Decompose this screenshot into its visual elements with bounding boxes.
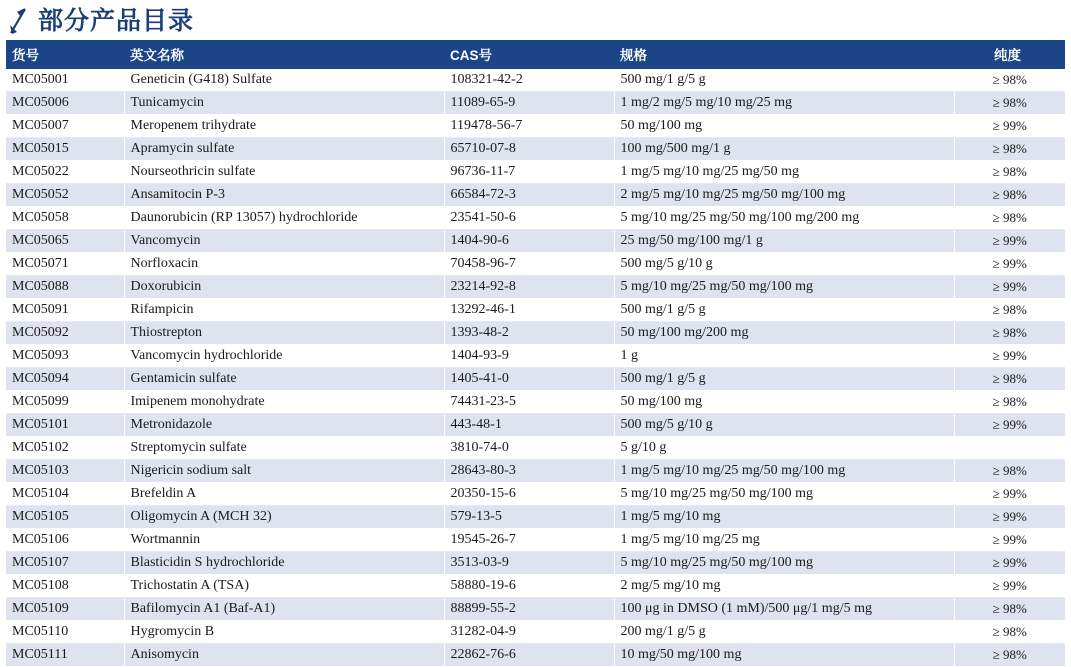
cell-purity: ≥ 98% (954, 299, 1065, 322)
cell-purity: ≥ 99% (954, 276, 1065, 299)
cell-purity: ≥ 98% (954, 598, 1065, 621)
cell-english-name: Oligomycin A (MCH 32) (124, 506, 444, 529)
cell-cas: 443-48-1 (444, 414, 614, 437)
table-header-row (6, 40, 1065, 69)
cell-spec: 100 μg in DMSO (1 mM)/500 μg/1 mg/5 mg (614, 598, 954, 621)
cell-english-name: Blasticidin S hydrochloride (124, 552, 444, 575)
cell-cas: 3810-74-0 (444, 437, 614, 460)
product-catalog-table (6, 40, 1065, 667)
column-header-purity: 纯度 (954, 40, 1065, 69)
cell-code: MC05105 (6, 506, 124, 529)
cell-purity: ≥ 99% (954, 529, 1065, 552)
cell-purity: ≥ 99% (954, 414, 1065, 437)
cell-cas: 74431-23-5 (444, 391, 614, 414)
cell-code: MC05110 (6, 621, 124, 644)
cell-spec: 1 mg/5 mg/10 mg/25 mg/50 mg (614, 161, 954, 184)
cell-purity: ≥ 98% (954, 391, 1065, 414)
page-header (0, 0, 1071, 40)
table-row (6, 253, 1065, 276)
cell-purity: ≥ 98% (954, 92, 1065, 115)
cell-purity: ≥ 98% (954, 368, 1065, 391)
cell-cas: 28643-80-3 (444, 460, 614, 483)
cell-spec: 2 mg/5 mg/10 mg (614, 575, 954, 598)
cell-english-name: Nourseothricin sulfate (124, 161, 444, 184)
cell-code: MC05088 (6, 276, 124, 299)
cell-english-name: Hygromycin B (124, 621, 444, 644)
table-row (6, 138, 1065, 161)
cell-cas: 11089-65-9 (444, 92, 614, 115)
cell-code: MC05106 (6, 529, 124, 552)
cell-spec: 500 mg/5 g/10 g (614, 414, 954, 437)
cell-purity: ≥ 98% (954, 69, 1065, 92)
cell-cas: 1404-93-9 (444, 345, 614, 368)
cell-cas: 3513-03-9 (444, 552, 614, 575)
cell-cas: 19545-26-7 (444, 529, 614, 552)
cell-cas: 22862-76-6 (444, 644, 614, 667)
cell-cas: 23214-92-8 (444, 276, 614, 299)
cell-spec: 500 mg/1 g/5 g (614, 69, 954, 92)
table-row (6, 552, 1065, 575)
cell-english-name: Thiostrepton (124, 322, 444, 345)
cell-cas: 119478-56-7 (444, 115, 614, 138)
table-row (6, 207, 1065, 230)
cell-english-name: Metronidazole (124, 414, 444, 437)
cell-code: MC05094 (6, 368, 124, 391)
cell-cas: 58880-19-6 (444, 575, 614, 598)
cell-code: MC05022 (6, 161, 124, 184)
cell-cas: 13292-46-1 (444, 299, 614, 322)
cell-english-name: Streptomycin sulfate (124, 437, 444, 460)
table-row (6, 506, 1065, 529)
cell-purity: ≥ 99% (954, 552, 1065, 575)
cell-spec: 1 mg/2 mg/5 mg/10 mg/25 mg (614, 92, 954, 115)
table-row (6, 161, 1065, 184)
table-row (6, 276, 1065, 299)
cell-english-name: Meropenem trihydrate (124, 115, 444, 138)
cell-english-name: Ansamitocin P-3 (124, 184, 444, 207)
cell-purity (954, 437, 1065, 460)
table-row (6, 460, 1065, 483)
cell-english-name: Anisomycin (124, 644, 444, 667)
cell-purity: ≥ 99% (954, 483, 1065, 506)
cell-spec: 100 mg/500 mg/1 g (614, 138, 954, 161)
cell-code: MC05103 (6, 460, 124, 483)
cell-english-name: Brefeldin A (124, 483, 444, 506)
table-row (6, 644, 1065, 667)
cell-code: MC05092 (6, 322, 124, 345)
table-row (6, 69, 1065, 92)
cell-cas: 66584-72-3 (444, 184, 614, 207)
cell-code: MC05007 (6, 115, 124, 138)
cell-code: MC05001 (6, 69, 124, 92)
cell-english-name: Trichostatin A (TSA) (124, 575, 444, 598)
cell-purity: ≥ 98% (954, 207, 1065, 230)
cell-spec: 500 mg/1 g/5 g (614, 368, 954, 391)
table-header (6, 40, 1065, 69)
cell-english-name: Doxorubicin (124, 276, 444, 299)
cell-spec: 2 mg/5 mg/10 mg/25 mg/50 mg/100 mg (614, 184, 954, 207)
cell-spec: 1 g (614, 345, 954, 368)
cell-spec: 5 mg/10 mg/25 mg/50 mg/100 mg/200 mg (614, 207, 954, 230)
table-row (6, 621, 1065, 644)
cell-cas: 88899-55-2 (444, 598, 614, 621)
cell-english-name: Nigericin sodium salt (124, 460, 444, 483)
cell-spec: 200 mg/1 g/5 g (614, 621, 954, 644)
cell-spec: 5 g/10 g (614, 437, 954, 460)
cell-purity: ≥ 98% (954, 644, 1065, 667)
page-title: 部分产品目录 (38, 7, 195, 35)
cell-cas: 20350-15-6 (444, 483, 614, 506)
cell-spec: 50 mg/100 mg (614, 115, 954, 138)
column-header-cas: CAS号 (444, 40, 614, 69)
cell-purity: ≥ 98% (954, 460, 1065, 483)
cell-english-name: Rifampicin (124, 299, 444, 322)
cell-cas: 1393-48-2 (444, 322, 614, 345)
cell-spec: 500 mg/5 g/10 g (614, 253, 954, 276)
table-row (6, 115, 1065, 138)
cell-cas: 108321-42-2 (444, 69, 614, 92)
table-row (6, 483, 1065, 506)
cell-cas: 65710-07-8 (444, 138, 614, 161)
cell-english-name: Apramycin sulfate (124, 138, 444, 161)
cell-purity: ≥ 98% (954, 184, 1065, 207)
column-header-english-name: 英文名称 (124, 40, 444, 69)
cell-spec: 5 mg/10 mg/25 mg/50 mg/100 mg (614, 483, 954, 506)
cell-code: MC05108 (6, 575, 124, 598)
cell-code: MC05109 (6, 598, 124, 621)
pen-nib-icon (8, 6, 30, 36)
table-row (6, 437, 1065, 460)
cell-cas: 1405-41-0 (444, 368, 614, 391)
cell-english-name: Bafilomycin A1 (Baf-A1) (124, 598, 444, 621)
cell-spec: 5 mg/10 mg/25 mg/50 mg/100 mg (614, 552, 954, 575)
cell-cas: 70458-96-7 (444, 253, 614, 276)
cell-purity: ≥ 99% (954, 230, 1065, 253)
table-row (6, 368, 1065, 391)
table-row (6, 345, 1065, 368)
cell-cas: 579-13-5 (444, 506, 614, 529)
cell-cas: 31282-04-9 (444, 621, 614, 644)
cell-code: MC05065 (6, 230, 124, 253)
cell-english-name: Imipenem monohydrate (124, 391, 444, 414)
cell-code: MC05111 (6, 644, 124, 667)
table-body (6, 69, 1065, 667)
cell-english-name: Norfloxacin (124, 253, 444, 276)
cell-spec: 10 mg/50 mg/100 mg (614, 644, 954, 667)
table-row (6, 598, 1065, 621)
cell-spec: 1 mg/5 mg/10 mg/25 mg (614, 529, 954, 552)
cell-spec: 50 mg/100 mg (614, 391, 954, 414)
table-row (6, 184, 1065, 207)
table-row (6, 391, 1065, 414)
cell-english-name: Vancomycin hydrochloride (124, 345, 444, 368)
cell-purity: ≥ 99% (954, 115, 1065, 138)
table-row (6, 299, 1065, 322)
cell-purity: ≥ 99% (954, 253, 1065, 276)
cell-spec: 25 mg/50 mg/100 mg/1 g (614, 230, 954, 253)
table-row (6, 575, 1065, 598)
cell-spec: 5 mg/10 mg/25 mg/50 mg/100 mg (614, 276, 954, 299)
cell-code: MC05071 (6, 253, 124, 276)
cell-purity: ≥ 99% (954, 345, 1065, 368)
cell-purity: ≥ 98% (954, 322, 1065, 345)
cell-purity: ≥ 99% (954, 506, 1065, 529)
cell-code: MC05006 (6, 92, 124, 115)
cell-english-name: Wortmannin (124, 529, 444, 552)
cell-english-name: Tunicamycin (124, 92, 444, 115)
cell-english-name: Daunorubicin (RP 13057) hydrochloride (124, 207, 444, 230)
table-row (6, 529, 1065, 552)
table-row (6, 414, 1065, 437)
cell-spec: 1 mg/5 mg/10 mg (614, 506, 954, 529)
cell-spec: 50 mg/100 mg/200 mg (614, 322, 954, 345)
cell-purity: ≥ 98% (954, 621, 1065, 644)
cell-code: MC05058 (6, 207, 124, 230)
cell-purity: ≥ 98% (954, 161, 1065, 184)
column-header-spec: 规格 (614, 40, 954, 69)
cell-cas: 23541-50-6 (444, 207, 614, 230)
cell-purity: ≥ 99% (954, 575, 1065, 598)
cell-english-name: Vancomycin (124, 230, 444, 253)
cell-cas: 96736-11-7 (444, 161, 614, 184)
cell-purity: ≥ 98% (954, 138, 1065, 161)
cell-spec: 500 mg/1 g/5 g (614, 299, 954, 322)
cell-code: MC05093 (6, 345, 124, 368)
cell-spec: 1 mg/5 mg/10 mg/25 mg/50 mg/100 mg (614, 460, 954, 483)
cell-code: MC05102 (6, 437, 124, 460)
cell-code: MC05052 (6, 184, 124, 207)
cell-code: MC05015 (6, 138, 124, 161)
cell-english-name: Gentamicin sulfate (124, 368, 444, 391)
cell-code: MC05099 (6, 391, 124, 414)
cell-cas: 1404-90-6 (444, 230, 614, 253)
cell-code: MC05107 (6, 552, 124, 575)
column-header-code: 货号 (6, 40, 124, 69)
table-row (6, 230, 1065, 253)
table-row (6, 92, 1065, 115)
table-row (6, 322, 1065, 345)
cell-code: MC05104 (6, 483, 124, 506)
cell-code: MC05101 (6, 414, 124, 437)
cell-code: MC05091 (6, 299, 124, 322)
cell-english-name: Geneticin (G418) Sulfate (124, 69, 444, 92)
